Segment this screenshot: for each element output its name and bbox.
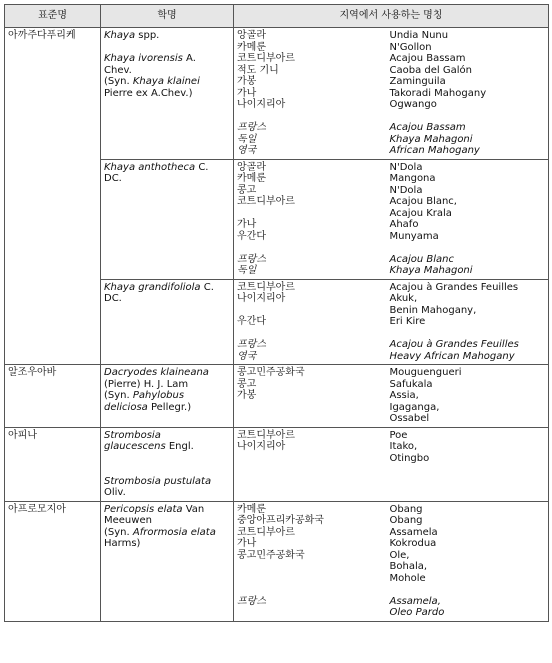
local-name: Bohala, bbox=[389, 561, 428, 572]
local-name: Obang bbox=[389, 503, 423, 515]
scientific-name-italic: Pericopsis elata bbox=[104, 503, 183, 515]
scientific-name-text: Oliv. bbox=[104, 487, 126, 498]
region-name: 가나 bbox=[237, 87, 257, 99]
local-name-cell bbox=[384, 159, 549, 279]
wood-names-table bbox=[4, 4, 549, 622]
scientific-name-line bbox=[104, 441, 230, 453]
scientific-name-italic: glaucescens bbox=[104, 441, 166, 452]
scientific-name-line bbox=[104, 538, 230, 550]
region-name: 나이지리아 bbox=[237, 99, 286, 110]
region-name: 우간다 bbox=[237, 230, 266, 242]
region-name: 가나 bbox=[237, 538, 257, 549]
local-name: Acajou Bassam bbox=[389, 122, 466, 133]
region-name: 프랑스 bbox=[237, 339, 266, 350]
scientific-name-line bbox=[104, 282, 230, 294]
region-name bbox=[237, 402, 381, 414]
header-regional-names: 지역에서 사용하는 명칭 bbox=[234, 5, 549, 28]
region-cell bbox=[234, 501, 384, 621]
local-name: Caoba del Galón bbox=[389, 64, 472, 76]
scientific-name-line bbox=[104, 402, 230, 414]
scientific-name-line bbox=[104, 88, 230, 100]
scientific-name-text: Pellegr.) bbox=[147, 401, 192, 413]
scientific-name-italic: Khaya bbox=[104, 30, 136, 41]
local-name: Mouguengueri bbox=[389, 367, 462, 378]
local-name: Igaganga, bbox=[389, 401, 440, 413]
local-name: Oleo Pardo bbox=[389, 607, 445, 618]
spacer bbox=[237, 584, 381, 596]
scientific-name-italic: Pahylobus bbox=[132, 390, 185, 401]
region-cell bbox=[234, 159, 384, 279]
region-name bbox=[237, 305, 381, 317]
standard-name: 알조우아바 bbox=[8, 367, 57, 378]
scientific-name-line bbox=[104, 293, 230, 305]
table-row bbox=[5, 365, 549, 428]
region-name: 콩고민주공화국 bbox=[237, 549, 305, 561]
scientific-name-text: C. bbox=[195, 161, 209, 173]
local-name: Itako, bbox=[389, 441, 418, 452]
region-name: 카메룬 bbox=[237, 503, 266, 515]
scientific-name-line bbox=[104, 367, 230, 379]
scientific-name-text: A. bbox=[182, 53, 196, 64]
standard-name-cell bbox=[5, 427, 101, 501]
scientific-name-cell bbox=[101, 28, 234, 160]
scientific-name-italic: deliciosa bbox=[104, 401, 148, 413]
scientific-name-text: Pierre ex A.Chev.) bbox=[104, 87, 193, 99]
spacer bbox=[237, 242, 381, 254]
region-name: 앙골라 bbox=[237, 161, 266, 173]
scientific-name-cell bbox=[101, 427, 234, 501]
region-name bbox=[237, 453, 381, 465]
local-name: Takoradi Mahogany bbox=[389, 87, 487, 99]
header-standard-name: 표준명 bbox=[5, 5, 101, 28]
local-name: N'Gollon bbox=[389, 41, 432, 53]
region-name: 가봉 bbox=[237, 390, 257, 401]
local-name: Assia, bbox=[389, 390, 419, 401]
region-name: 독일 bbox=[237, 265, 257, 276]
local-name-cell bbox=[384, 427, 549, 501]
local-name: N'Dola bbox=[389, 184, 423, 196]
region-name: 프랑스 bbox=[237, 253, 266, 265]
spacer bbox=[390, 584, 546, 596]
spacer bbox=[390, 242, 546, 254]
local-name: Munyama bbox=[389, 230, 439, 242]
scientific-name-text: spp. bbox=[135, 30, 160, 41]
region-name: 코트디부아르 bbox=[237, 526, 295, 538]
scientific-name-text: DC. bbox=[104, 293, 122, 304]
region-name: 콩고 bbox=[237, 378, 257, 390]
scientific-name-italic: Khaya ivorensis bbox=[104, 53, 183, 64]
scientific-name-text: Meeuwen bbox=[104, 515, 152, 526]
scientific-name-italic: Khaya grandifoliola bbox=[104, 281, 201, 293]
region-cell bbox=[234, 28, 384, 160]
local-name-cell bbox=[384, 501, 549, 621]
local-name: Mohole bbox=[389, 572, 426, 584]
local-name: Heavy African Mahogany bbox=[389, 350, 515, 362]
scientific-name-line bbox=[104, 527, 230, 539]
table-body bbox=[5, 28, 549, 622]
region-name: 영국 bbox=[237, 145, 257, 156]
scientific-name-italic: Dacryodes klaineana bbox=[104, 367, 209, 378]
scientific-name-line bbox=[104, 162, 230, 174]
scientific-name-text: (Syn. bbox=[104, 76, 133, 87]
region-name: 프랑스 bbox=[237, 595, 266, 607]
region-name: 우간다 bbox=[237, 316, 266, 327]
scientific-name-line bbox=[104, 390, 230, 402]
local-name: Ahafo bbox=[389, 219, 419, 230]
scientific-name-cell bbox=[101, 365, 234, 428]
scientific-name-line bbox=[104, 30, 230, 42]
local-name: Otingbo bbox=[389, 452, 430, 464]
table-row bbox=[5, 501, 549, 621]
scientific-name-line bbox=[104, 379, 230, 391]
region-cell bbox=[234, 427, 384, 501]
local-name: Benin Mahogany, bbox=[389, 304, 477, 316]
spacer bbox=[390, 111, 546, 123]
region-name bbox=[237, 607, 381, 619]
local-name: Zaminguila bbox=[389, 76, 446, 87]
local-name: Acajou à Grandes Feuilles bbox=[389, 281, 519, 293]
table-row bbox=[5, 28, 549, 160]
scientific-name-text: Chev. bbox=[104, 64, 132, 76]
region-name: 콩고민주공화국 bbox=[237, 367, 305, 378]
local-name: Undia Nunu bbox=[389, 30, 449, 41]
region-name: 코트디부아르 bbox=[237, 53, 295, 64]
scientific-name-text: C. bbox=[200, 281, 214, 293]
region-name: 프랑스 bbox=[237, 122, 266, 133]
scientific-name-line bbox=[104, 504, 230, 516]
scientific-name-italic: Khaya anthotheca bbox=[104, 161, 196, 173]
scientific-name-line bbox=[104, 453, 230, 465]
table-row bbox=[5, 427, 549, 501]
standard-name: 아피나 bbox=[8, 429, 37, 441]
local-name: Eri Kire bbox=[389, 316, 426, 327]
header-row bbox=[5, 5, 549, 28]
scientific-name-line bbox=[104, 53, 230, 65]
local-name: Acajou Blanc bbox=[389, 253, 454, 265]
local-name: Khaya Mahagoni bbox=[389, 133, 473, 145]
local-name: African Mahogany bbox=[389, 145, 480, 156]
local-name: Assamela bbox=[389, 526, 438, 538]
local-name: Ossabel bbox=[389, 413, 430, 424]
scientific-name-cell bbox=[101, 159, 234, 279]
scientific-name-italic: Khaya klainei bbox=[132, 76, 200, 87]
region-name: 가봉 bbox=[237, 76, 257, 87]
scientific-name-line bbox=[104, 464, 230, 476]
region-name: 독일 bbox=[237, 133, 257, 145]
region-name: 영국 bbox=[237, 350, 257, 362]
region-name: 콩고 bbox=[237, 184, 257, 196]
scientific-name-text: Harms) bbox=[104, 538, 141, 549]
local-name: Acajou Blanc, bbox=[389, 196, 457, 207]
region-name: 적도 기니 bbox=[237, 64, 279, 76]
spacer bbox=[237, 328, 381, 340]
standard-name-cell bbox=[5, 501, 101, 621]
scientific-name-text: (Syn. bbox=[104, 526, 133, 538]
local-name-cell bbox=[384, 365, 549, 428]
region-name: 코트디부아르 bbox=[237, 281, 295, 293]
local-name: Poe bbox=[389, 429, 408, 441]
scientific-name-line bbox=[104, 76, 230, 88]
scientific-name-cell bbox=[101, 501, 234, 621]
local-name: Acajou Krala bbox=[389, 207, 452, 219]
region-name bbox=[237, 208, 381, 220]
spacer bbox=[237, 111, 381, 123]
scientific-name-line bbox=[104, 476, 230, 488]
scientific-name-text: DC. bbox=[104, 173, 122, 184]
scientific-name-cell bbox=[101, 279, 234, 365]
region-name: 앙골라 bbox=[237, 30, 266, 41]
scientific-name-line bbox=[104, 173, 230, 185]
region-name: 가나 bbox=[237, 219, 257, 230]
standard-name: 아프로모지아 bbox=[8, 503, 66, 515]
scientific-name-text: Engl. bbox=[165, 441, 194, 452]
local-name-cell bbox=[384, 279, 549, 365]
region-name bbox=[237, 573, 381, 585]
standard-name-cell bbox=[5, 28, 101, 365]
scientific-name-italic: Afrormosia elata bbox=[132, 526, 216, 538]
scientific-name-line bbox=[104, 65, 230, 77]
local-name: Acajou à Grandes Feuilles bbox=[389, 339, 519, 350]
scientific-name-text: (Syn. bbox=[104, 390, 133, 401]
local-name: Obang bbox=[389, 515, 423, 526]
region-cell bbox=[234, 279, 384, 365]
standard-name-cell bbox=[5, 365, 101, 428]
local-name: Khaya Mahagoni bbox=[389, 265, 473, 276]
region-name: 나이지리아 bbox=[237, 293, 286, 304]
standard-name: 아까주다푸리케 bbox=[8, 30, 76, 41]
local-name-cell bbox=[384, 28, 549, 160]
region-name bbox=[237, 413, 381, 425]
scientific-name-text: Van bbox=[182, 503, 205, 515]
local-name: Kokrodua bbox=[389, 538, 437, 549]
local-name: Acajou Bassam bbox=[389, 53, 466, 64]
scientific-name-line bbox=[104, 515, 230, 527]
local-name: Assamela, bbox=[389, 595, 441, 607]
local-name: Akuk, bbox=[389, 293, 418, 304]
region-name: 코트디부아르 bbox=[237, 429, 295, 441]
region-name: 중앙아프리카공화국 bbox=[237, 515, 324, 526]
header-scientific-name: 학명 bbox=[101, 5, 234, 28]
region-name: 나이지리아 bbox=[237, 441, 286, 452]
local-name: Mangona bbox=[389, 173, 436, 184]
scientific-name-italic: Strombosia bbox=[104, 429, 161, 441]
local-name: Safukala bbox=[389, 378, 433, 390]
scientific-name-line bbox=[104, 42, 230, 54]
spacer bbox=[390, 328, 546, 340]
region-name bbox=[237, 561, 381, 573]
region-cell bbox=[234, 365, 384, 428]
scientific-name-italic: Strombosia pustulata bbox=[104, 475, 212, 487]
scientific-name-line bbox=[104, 487, 230, 499]
scientific-name-text: (Pierre) H. J. Lam bbox=[104, 378, 189, 390]
scientific-name-line bbox=[104, 430, 230, 442]
region-name: 코트디부아르 bbox=[237, 196, 295, 207]
local-name: N'Dola bbox=[389, 161, 423, 173]
region-name: 카메룬 bbox=[237, 41, 266, 53]
local-name: Ogwango bbox=[389, 99, 437, 110]
local-name: Ole, bbox=[389, 549, 410, 561]
region-name: 카메룬 bbox=[237, 173, 266, 184]
